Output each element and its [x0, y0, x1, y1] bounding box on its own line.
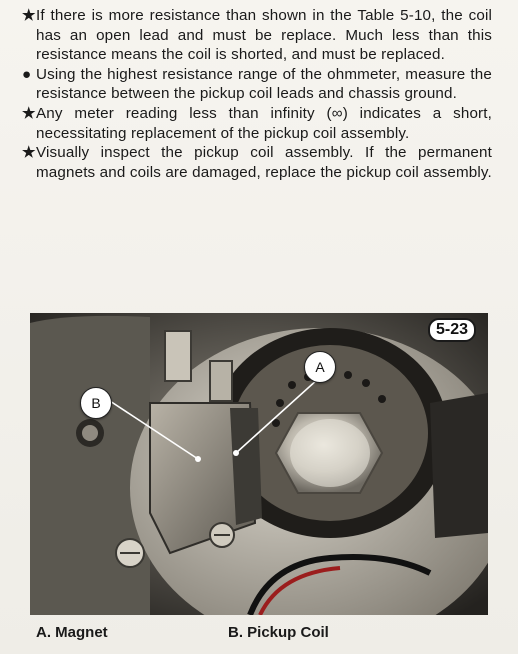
- magnet-block-right: [430, 393, 488, 538]
- callout-b: B: [80, 387, 112, 419]
- pickup-coil-photo: [30, 313, 488, 615]
- bolt-washer: [290, 419, 370, 487]
- pickup-coil-illustration: [30, 313, 488, 615]
- instruction-text: Visually inspect the pickup coil assembly. If the permanent magnets and coils are damaged, replace the pickup coil assembly.: [36, 144, 492, 181]
- instruction-text: Any meter reading less than infinity (∞) indicates a short, necessitating replacement of the pickup coil assembly.: [36, 104, 492, 142]
- instruction-text: If there is more resistance than shown in the Table 5-10, the coil has an open lead and must be replace. Much less than this resistance means the coil is shorted, and must be replaced.: [36, 7, 492, 64]
- star-bullet-icon: ★: [22, 144, 36, 162]
- figure-captions: [32, 624, 492, 646]
- instruction-item: [22, 65, 492, 104]
- caption-magnet: A. Magnet: [36, 624, 108, 641]
- terminal-tab-left: [165, 331, 191, 381]
- instruction-list: [22, 6, 492, 182]
- housing-hole-inner: [82, 425, 98, 441]
- callout-a: A: [304, 351, 336, 383]
- figure-number-badge: 5-23: [428, 318, 476, 342]
- instruction-item: [22, 104, 492, 143]
- star-bullet-icon: ★: [22, 104, 36, 122]
- instruction-item: [22, 143, 492, 182]
- caption-pickup-coil: B. Pickup Coil: [228, 624, 329, 641]
- dot-bullet-icon: ●: [22, 65, 32, 83]
- terminal-tab-right: [210, 361, 232, 401]
- instruction-item: [22, 6, 492, 65]
- instruction-text: Using the highest resistance range of the ohmmeter, measure the resistance between the pickup coil leads and chassis ground.: [36, 65, 492, 103]
- star-bullet-icon: ★: [22, 7, 36, 24]
